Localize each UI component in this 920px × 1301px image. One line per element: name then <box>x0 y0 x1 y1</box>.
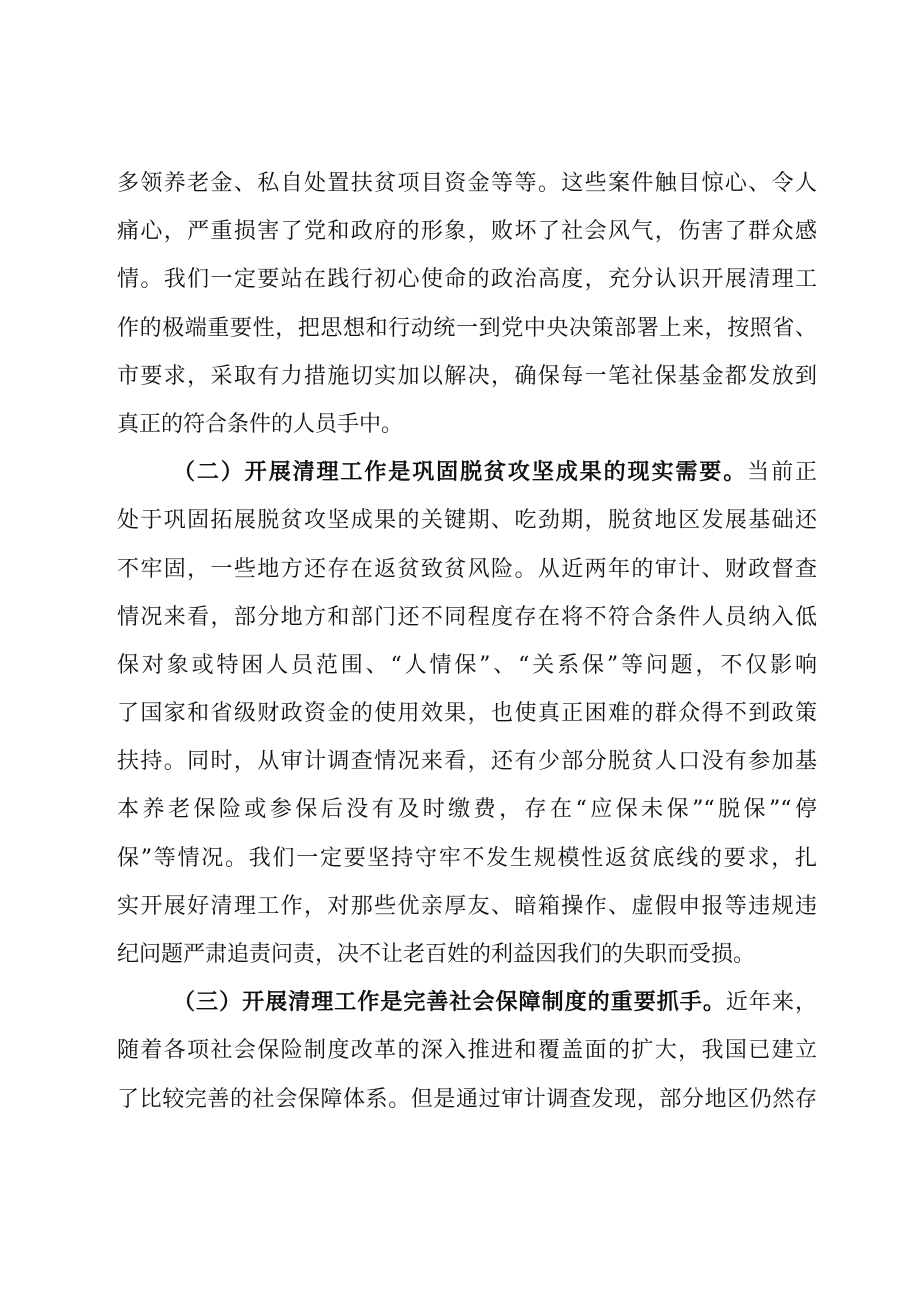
text-run: 近年来， <box>725 990 817 1016</box>
text-line: 了比较完善的社会保障体系。但是通过审计调查发现，部分地区仍然存 <box>117 1086 817 1112</box>
text-line: 本养老保险或参保后没有及时缴费，存在“应保未保”“脱保”“停 <box>117 797 817 823</box>
text-line: 实开展好清理工作，对那些优亲厚友、暗箱操作、虚假申报等违规违 <box>117 893 817 919</box>
text-line: 扶持。同时，从审计调查情况来看，还有少部分脱贫人口没有参加基 <box>117 749 817 775</box>
text-line: 不牢固，一些地方还存在返贫致贫风险。从近两年的审计、财政督查 <box>117 556 817 582</box>
paragraph-1 <box>117 160 817 449</box>
text-line: 了国家和省级财政资金的使用效果，也使真正困难的群众得不到政策 <box>117 701 817 727</box>
text-line: 情况来看，部分地方和部门还不同程度存在将不符合条件人员纳入低 <box>117 604 817 630</box>
paragraph-2 <box>117 449 817 979</box>
document-body <box>117 160 817 1124</box>
text-line: 情。我们一定要站在践行初心使命的政治高度，充分认识开展清理工 <box>117 267 817 293</box>
text-line: 保对象或特困人员范围、“人情保”、“关系保”等问题，不仅影响 <box>117 652 817 678</box>
paragraph-3 <box>117 979 817 1124</box>
text-line: 市要求，采取有力措施切实加以解决，确保每一笔社保基金都发放到 <box>117 363 817 389</box>
text-line: 作的极端重要性，把思想和行动统一到党中央决策部署上来，按照省、 <box>117 315 817 341</box>
text-line: 保”等情况。我们一定要坚持守牢不发生规模性返贫底线的要求，扎 <box>117 845 817 871</box>
text-line: 随着各项社会保险制度改革的深入推进和覆盖面的扩大，我国已建立 <box>117 1038 817 1064</box>
text-line: 痛心，严重损害了党和政府的形象，败坏了社会风气，伤害了群众感 <box>117 219 817 245</box>
text-line: 多领养老金、私自处置扶贫项目资金等等。这些案件触目惊心、令人 <box>117 171 817 196</box>
text-line: 处于巩固拓展脱贫攻坚成果的关键期、吃劲期，脱贫地区发展基础还 <box>117 508 817 534</box>
text-line: 纪问题严肃追责问责，决不让老百姓的利益因我们的失职而受损。 <box>117 942 756 967</box>
paragraph-3-first-line <box>117 979 817 1027</box>
section-heading-2: （二）开展清理工作是巩固脱贫攻坚成果的现实需要。 <box>173 460 748 486</box>
text-run: 当前正 <box>747 460 817 486</box>
text-line: 真正的符合条件的人员手中。 <box>117 411 404 437</box>
section-heading-3: （三）开展清理工作是完善社会保障制度的重要抓手。 <box>173 990 726 1016</box>
paragraph-2-first-line <box>117 449 817 497</box>
